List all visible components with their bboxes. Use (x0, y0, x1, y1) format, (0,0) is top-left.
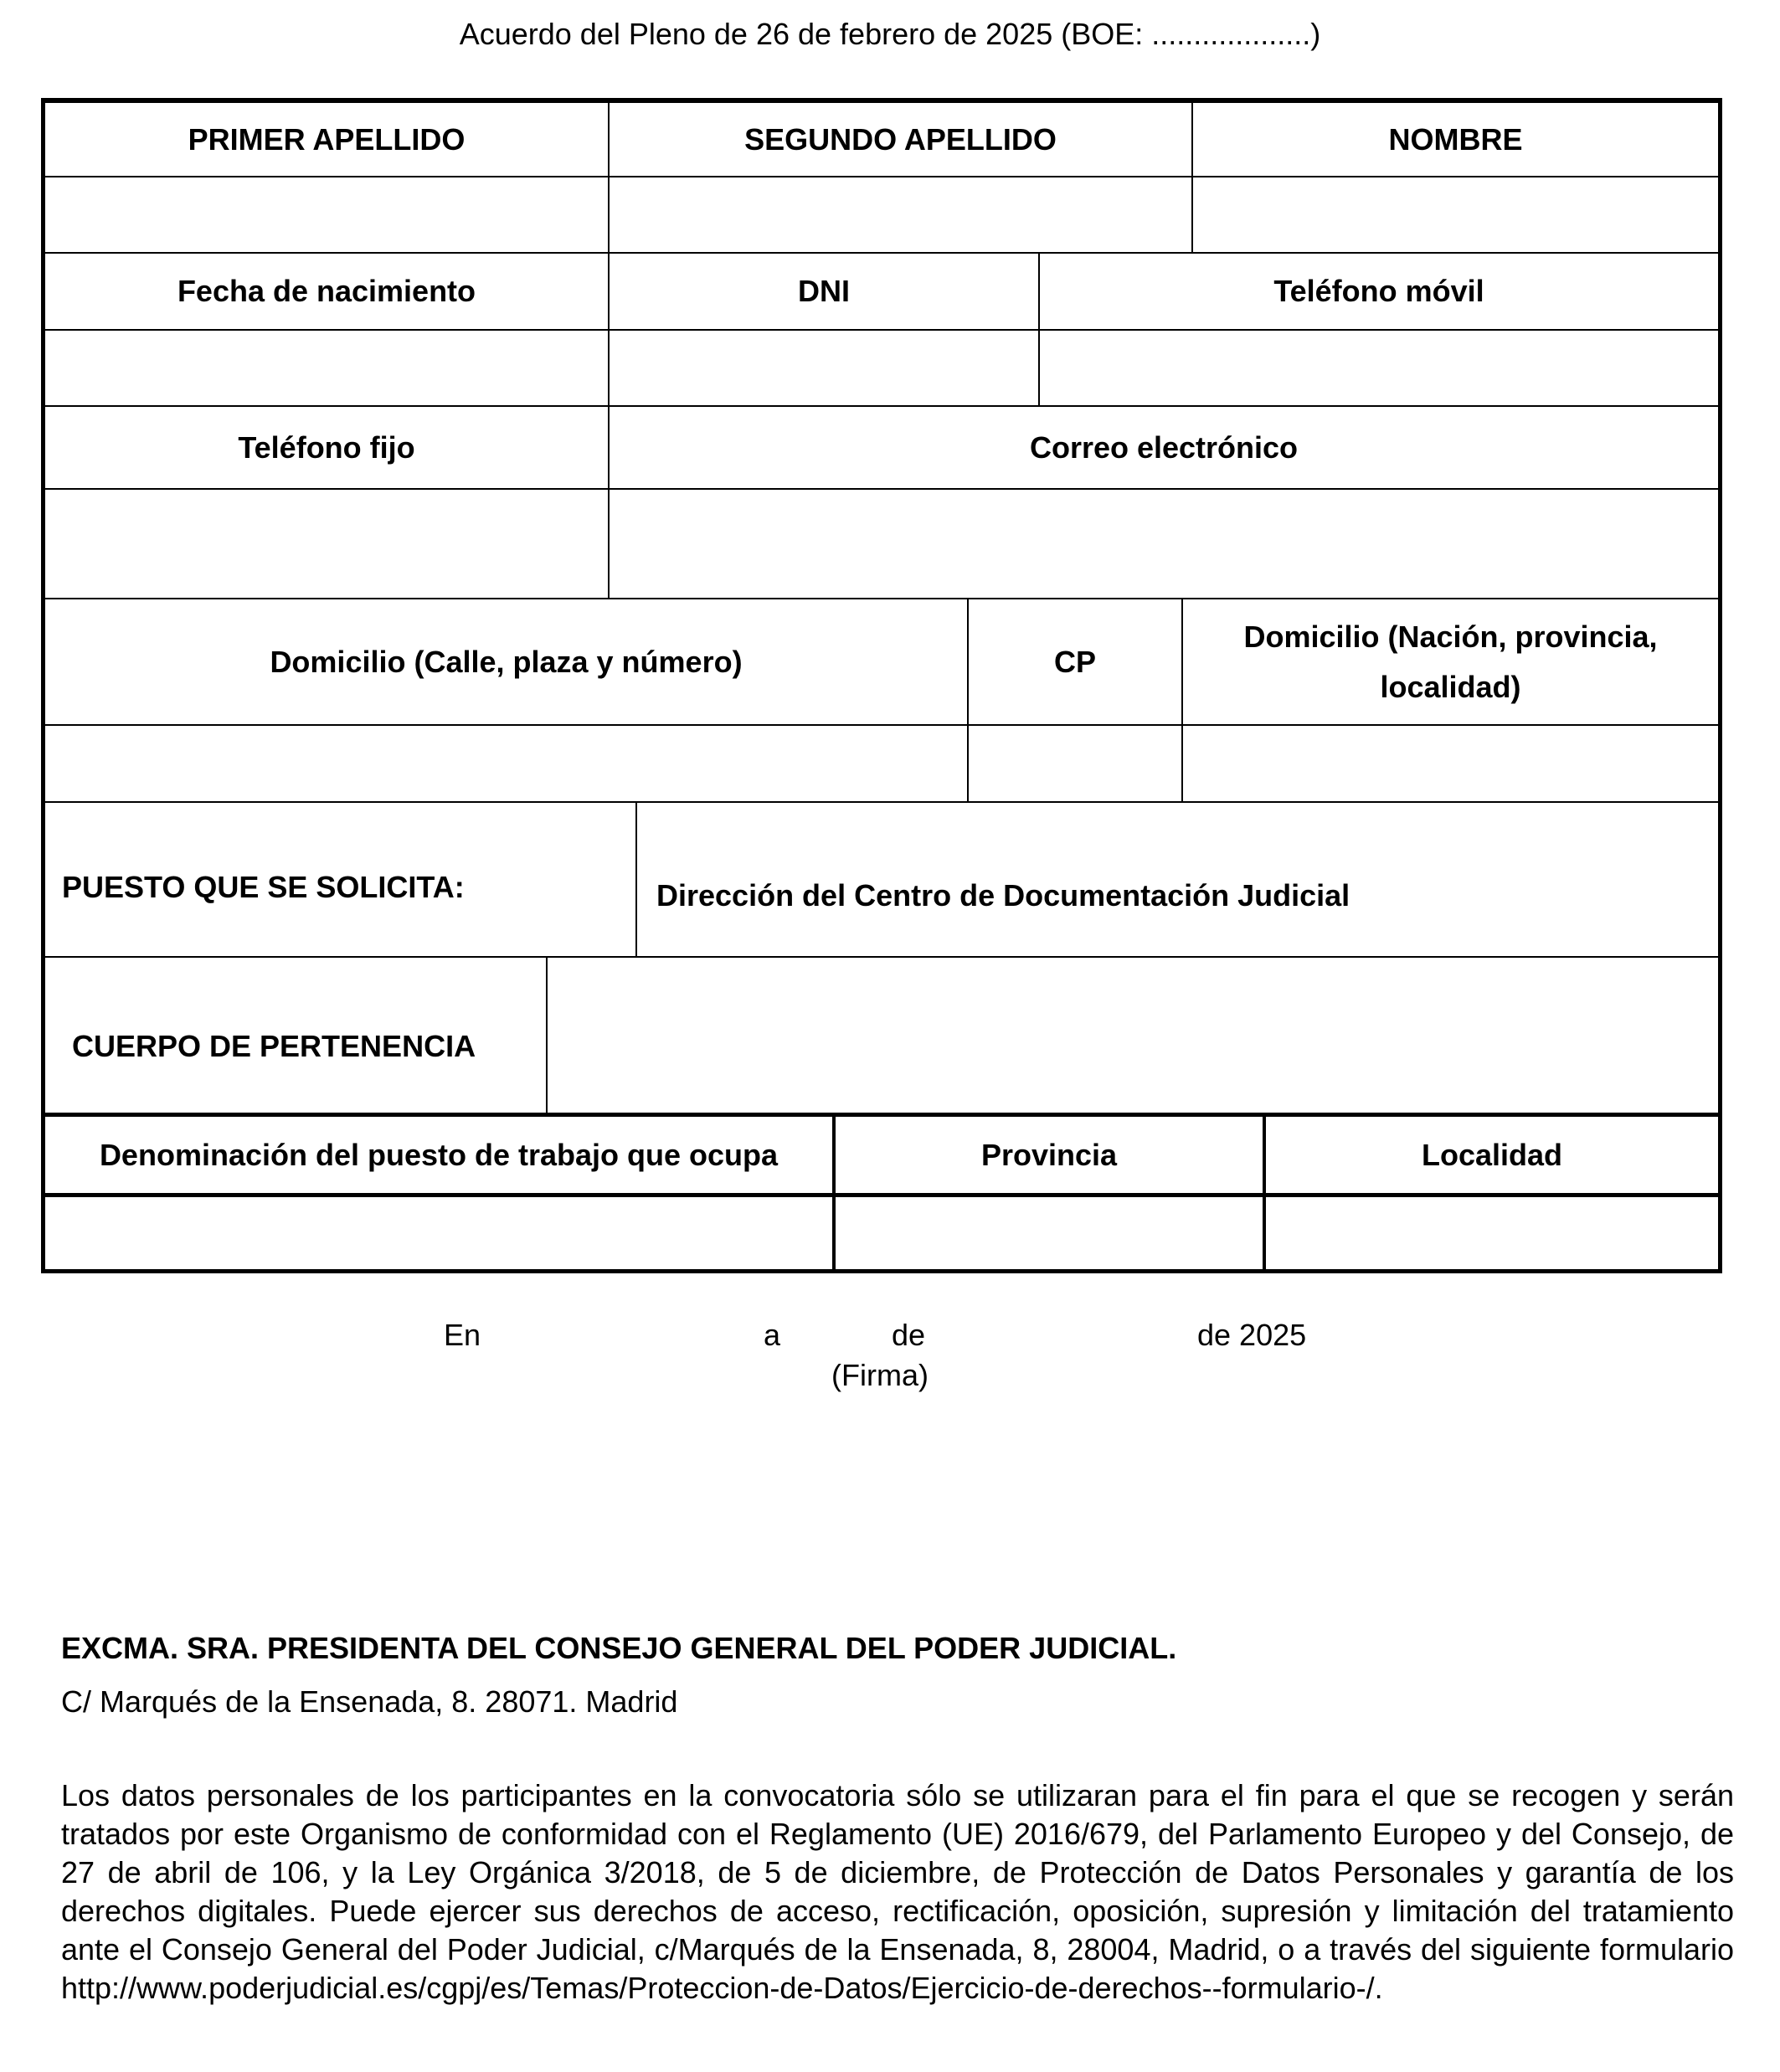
label-puesto-solicita: PUESTO QUE SE SOLICITA: (62, 870, 465, 905)
recipient-address: C/ Marqués de la Ensenada, 8. 28071. Madrid (61, 1684, 678, 1719)
denominacion-puesto-field[interactable] (45, 1197, 832, 1269)
label-telefono-movil: Teléfono móvil (1273, 274, 1484, 309)
provincia-field[interactable] (836, 1197, 1263, 1269)
signature-de: de (892, 1318, 926, 1352)
localidad-field[interactable] (1266, 1197, 1718, 1269)
primer-apellido-field[interactable] (45, 177, 608, 252)
label-nombre: NOMBRE (1388, 121, 1523, 157)
correo-field[interactable] (610, 490, 1718, 598)
dni-field[interactable] (610, 331, 1038, 405)
cp-field[interactable] (969, 726, 1181, 801)
recipient-title: EXCMA. SRA. PRESIDENTA DEL CONSEJO GENERAL DEL PODER JUDICIAL. (61, 1631, 1177, 1665)
label-fecha-nacimiento: Fecha de nacimiento (177, 274, 476, 309)
label-domicilio-calle: Domicilio (Calle, plaza y número) (270, 644, 743, 679)
label-domicilio-nacion: Domicilio (Nación, provincia, localidad) (1243, 620, 1658, 704)
divider (635, 802, 637, 957)
nombre-field[interactable] (1193, 177, 1718, 252)
segundo-apellido-field[interactable] (610, 177, 1191, 252)
divider (41, 801, 1722, 803)
signature-firma: (Firma) (831, 1358, 929, 1392)
label-cuerpo-pertenencia: CUERPO DE PERTENENCIA (72, 1029, 476, 1064)
label-primer-apellido: PRIMER APELLIDO (188, 121, 466, 157)
label-denominacion-puesto: Denominación del puesto de trabajo que ocupa (99, 1137, 779, 1172)
signature-en: En (444, 1318, 481, 1352)
label-provincia: Provincia (980, 1137, 1118, 1172)
signature-a: a (764, 1318, 781, 1352)
telefono-fijo-field[interactable] (45, 490, 608, 598)
label-telefono-fijo: Teléfono fijo (238, 429, 415, 465)
label-correo: Correo electrónico (1029, 429, 1299, 465)
domicilio-calle-field[interactable] (45, 726, 967, 801)
telefono-movil-field[interactable] (1040, 331, 1718, 405)
label-cp: CP (1053, 644, 1096, 679)
label-localidad: Localidad (1421, 1137, 1563, 1172)
cuerpo-pertenencia-field[interactable] (548, 958, 1718, 1113)
domicilio-nacion-field[interactable] (1183, 726, 1718, 801)
signature-year: de 2025 (1197, 1318, 1307, 1352)
fecha-nacimiento-field[interactable] (45, 331, 608, 405)
label-segundo-apellido: SEGUNDO APELLIDO (744, 121, 1057, 157)
document-title: Acuerdo del Pleno de 26 de febrero de 2025 (BOE: ...................) (459, 17, 1321, 51)
label-dni: DNI (798, 274, 850, 309)
puesto-solicitado-value: Dirección del Centro de Documentación Judicial (656, 878, 1350, 913)
privacy-notice: Los datos personales de los participantes en la convocatoria sólo se utilizaran para el fin para el que se recogen y serán tratados por este Organismo de conformidad con el Reglamento (UE) 2016/679, del Parlamento Europeo y del Consejo, de 27 de abril de 106, y la Ley Orgánica 3/2018, de 5 de diciembre, de Protección de Datos Personales y garantía de los derechos digitales. Puede ejercer sus derechos de acceso, rectificación, oposición, supresión y limitación del tratamiento ante el Consejo General del Poder Judicial, c/Marqués de la Ensenada, 8, 28004, Madrid, o a través del siguiente formulario http://www.poderjudicial.es/cgpj/es/Temas/Proteccion-de-Datos/Ejercicio-de-derechos--formulario-/. (61, 1778, 1734, 2005)
